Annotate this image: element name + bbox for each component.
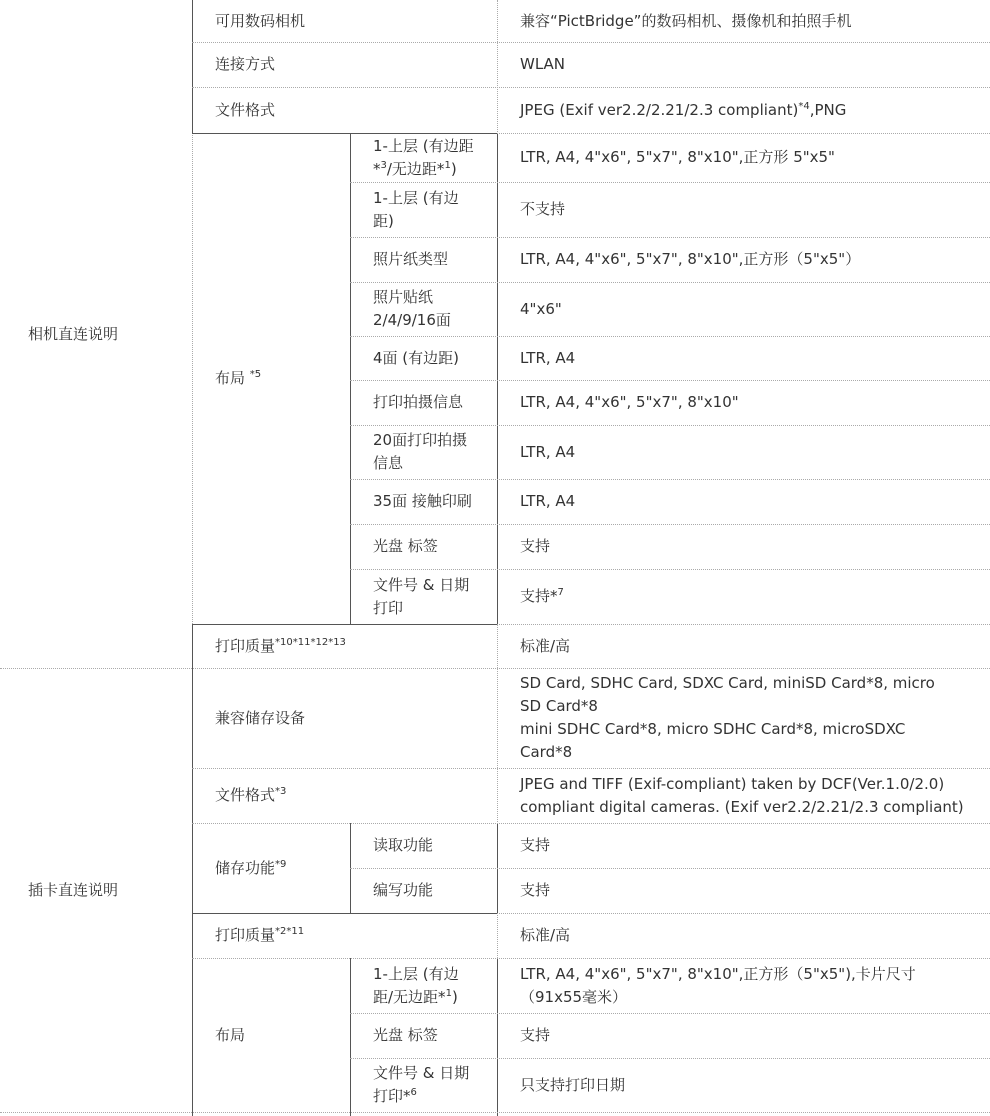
layout-item-label: 35面 接触印刷 xyxy=(373,492,472,510)
layout-item-value: LTR, A4, 4"x6", 5"x7", 8"x10",正方形（5"x5"） xyxy=(520,250,861,268)
layout-item-value: 支持 xyxy=(520,537,551,555)
storage-item-value: 支持 xyxy=(520,836,551,854)
card-layout-item-value: LTR, A4, 4"x6", 5"x7", 8"x10",正方形（5"x5"),卡片尺寸 （91x55毫米） xyxy=(520,964,916,1006)
card-layout-item-label: 光盘 标签 xyxy=(373,1026,438,1044)
layout-item-label: 1-上层 (有边 距) xyxy=(373,188,459,230)
layout-item-label: 1-上层 (有边距 *$^3$/无边距*$^1$) xyxy=(373,136,474,178)
layout-item-value: LTR, A4 xyxy=(520,492,576,510)
layout-item-label: 打印拍摄信息 xyxy=(373,393,464,411)
label-card-print-quality: 打印质量$^{*2*11}$ xyxy=(215,926,305,944)
layout-item-label: 20面打印拍摄 信息 xyxy=(373,431,468,472)
value-connection: WLAN xyxy=(520,55,566,73)
layout-item-value: LTR, A4, 4"x6", 5"x7", 8"x10",正方形 5"x5" xyxy=(520,148,835,166)
storage-item-value: 支持 xyxy=(520,881,551,899)
value-card-print-quality: 标准/高 xyxy=(520,926,571,944)
layout-item-label: 照片贴纸 2/4/9/16面 xyxy=(373,288,451,329)
card-layout-item-value: 支持 xyxy=(520,1026,551,1044)
label-storage-function: 储存功能$^{*9}$ xyxy=(215,858,287,877)
layout-item-label: 4面 (有边距) xyxy=(373,348,460,367)
label-file-format: 文件格式 xyxy=(215,100,276,119)
label-connection: 连接方式 xyxy=(215,55,276,73)
value-storage-devices: SD Card, SDHC Card, SDXC Card, miniSD Card*8, micro SD Card*8 mini SDHC Card*8, micro SDHC Card*8, microSDXC Card*8 xyxy=(520,674,935,761)
layout-item-value: 4"x6" xyxy=(520,299,562,318)
layout-item-value: LTR, A4 xyxy=(520,442,576,461)
section-title-card: 插卡直连说明 xyxy=(28,880,119,899)
layout-item-value: 不支持 xyxy=(520,200,566,218)
card-layout-item-value: 只支持打印日期 xyxy=(520,1075,626,1094)
value-card-file-format: JPEG and TIFF (Exif-compliant) taken by DCF(Ver.1.0/2.0) compliant digital cameras. (Exif ver2.2/2.21/2.3 compliant) xyxy=(520,774,964,816)
layout-item-value: LTR, A4, 4"x6", 5"x7", 8"x10" xyxy=(520,393,739,411)
label-storage-devices: 兼容储存设备 xyxy=(215,708,306,727)
card-layout-item-label: 1-上层 (有边 距/无边距*$^1$) xyxy=(373,964,459,1006)
label-camera-available: 可用数码相机 xyxy=(215,11,306,30)
value-file-format: JPEG (Exif ver2.2/2.21/2.3 compliant)$^{*4}$,PNG xyxy=(520,100,847,119)
value-camera-available: 兼容“PictBridge”的数码相机、摄像机和拍照手机 xyxy=(520,11,852,30)
section-title-camera: 相机直连说明 xyxy=(28,324,119,343)
layout-item-value: 支持*$^7$ xyxy=(520,587,564,605)
label-card-layout: 布局 xyxy=(215,1025,246,1044)
label-print-quality: 打印质量$^{*10*11*12*13}$ xyxy=(215,636,346,655)
layout-item-label: 文件号 & 日期 打印 xyxy=(373,575,470,617)
layout-item-label: 照片纸类型 xyxy=(373,250,449,268)
storage-item-label: 读取功能 xyxy=(373,836,434,854)
layout-item-label: 光盘 标签 xyxy=(373,537,438,555)
value-print-quality: 标准/高 xyxy=(520,636,571,655)
storage-item-label: 编写功能 xyxy=(373,881,434,899)
label-card-file-format: 文件格式$^{*3}$ xyxy=(215,786,287,804)
card-layout-item-label: 文件号 & 日期 打印*$^6$ xyxy=(373,1064,470,1105)
label-layout: 布局 $^{*5}$ xyxy=(215,369,262,387)
layout-item-value: LTR, A4 xyxy=(520,348,576,367)
